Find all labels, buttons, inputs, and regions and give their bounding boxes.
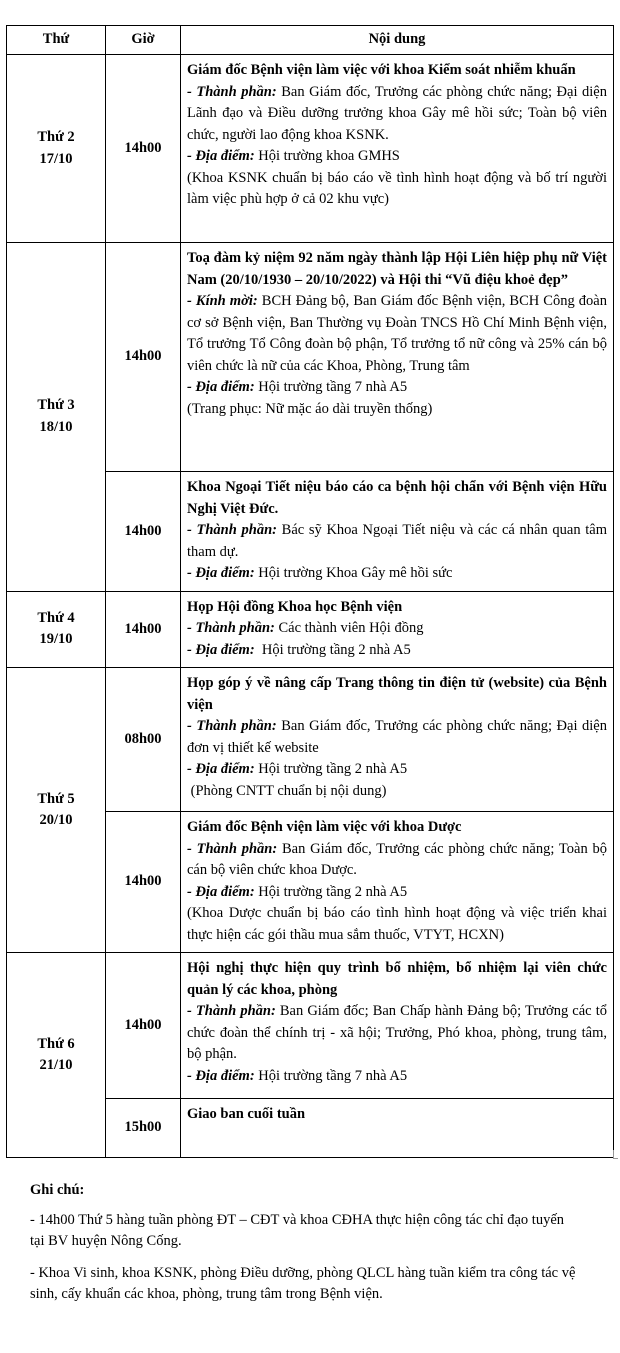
day-name: Thứ 2 — [37, 129, 75, 145]
event-detail-line — [187, 146, 607, 168]
detail-text: Các thành viên Hội đồng — [274, 620, 424, 636]
content-cell — [181, 1099, 614, 1158]
time-cell: 08h00 — [106, 668, 181, 812]
detail-text: (Trang phục: Nữ mặc áo dài truyền thống) — [187, 400, 433, 417]
content-cell — [181, 668, 614, 812]
schedule-row — [7, 243, 614, 472]
day-date: 20/10 — [39, 812, 73, 828]
event-detail-line — [187, 168, 611, 211]
day-cell — [7, 55, 106, 243]
header-content: Nội dung — [181, 26, 614, 55]
day-name: Thứ 3 — [37, 397, 75, 414]
event-title: Khoa Ngoại Tiết niệu báo cáo ca bệnh hội chẩn với Bệnh viện Hữu Nghị Việt Đức. — [187, 479, 607, 517]
event-detail-line — [187, 759, 607, 781]
detail-text: (Khoa Dược chuẩn bị báo cáo tình hình hoạt động và việc triển khai thực hiện các gói thầu mua sắm thuốc, VTYT, HCXN) — [187, 905, 611, 943]
header-row — [7, 26, 614, 55]
schedule-row — [7, 953, 614, 1099]
schedule-table — [6, 25, 614, 1158]
table-end-mark — [613, 1150, 618, 1159]
schedule-row — [7, 668, 614, 812]
schedule-row — [7, 55, 614, 243]
detail-text: Hội trường tầng 2 nhà A5 — [254, 761, 408, 777]
time-cell: 14h00 — [106, 591, 181, 668]
event-detail-line — [187, 377, 607, 399]
day-name: Thứ 6 — [37, 1035, 75, 1052]
day-date: 19/10 — [39, 631, 73, 648]
detail-text: (Khoa KSNK chuẩn bị báo cáo về tình hình hoạt động và bố trí người làm việc phù hợp ở cả 02 khu vực) — [187, 169, 611, 207]
event-detail-line — [187, 399, 607, 421]
detail-text: Hội trường Khoa Gây mê hồi sức — [254, 565, 453, 581]
detail-text: Ban Giám đốc, Trưởng các phòng chức năng; Toàn bộ cán bộ viên chức khoa Dược. — [187, 840, 611, 878]
event-detail-line — [187, 903, 611, 946]
notes-title: Ghi chú: — [30, 1182, 85, 1198]
day-cell — [7, 243, 106, 592]
content-cell — [181, 55, 614, 243]
detail-label: - Địa điểm: — [187, 379, 255, 395]
detail-label: - Địa điểm: — [187, 883, 255, 900]
event-detail-line — [187, 781, 607, 803]
notes-list — [30, 1210, 578, 1306]
detail-text: Hội trường tầng 7 nhà A5 — [254, 1067, 408, 1084]
day-cell — [7, 953, 106, 1158]
event-title: Họp Hội đồng Khoa học Bệnh viện — [187, 598, 403, 615]
day-name: Thứ 5 — [37, 790, 75, 807]
detail-label: - Địa điểm: — [187, 761, 255, 777]
detail-text: Ban Giám đốc, Trưởng các phòng chức năng; Đại diện đơn vị thiết kế website — [187, 718, 611, 756]
detail-text: Ban Giám đốc; Ban Chấp hành Đảng bộ; Trưởng các tổ chức đoàn thể chính trị - xã hội; Trưởng, Phó khoa, phòng, trung tâm, bộ phận. — [187, 1003, 611, 1062]
time-cell: 14h00 — [106, 953, 181, 1099]
detail-text: Bác sỹ Khoa Ngoại Tiết niệu và các cá nhân quan tâm tham dự. — [187, 522, 611, 560]
event-title: Toạ đàm kỷ niệm 92 năm ngày thành lập Hội Liên hiệp phụ nữ Việt Nam (20/10/1930 – 20/10/2022) và Hội thi “Vũ điệu khoẻ đẹp” — [187, 250, 607, 288]
schedule-body — [7, 55, 614, 1158]
day-cell — [7, 591, 106, 668]
detail-label: - Thành phần: — [187, 83, 277, 100]
schedule-row — [7, 591, 614, 668]
time-cell: 14h00 — [106, 243, 181, 472]
detail-text: Hội trường tầng 2 nhà A5 — [254, 883, 408, 900]
day-cell — [7, 668, 106, 953]
content-cell — [181, 953, 614, 1099]
event-title: Giám đốc Bệnh viện làm việc với khoa Dược — [187, 819, 462, 835]
detail-text: Hội trường tầng 2 nhà A5 — [254, 641, 411, 658]
day-name: Thứ 4 — [37, 609, 75, 626]
notes-section — [30, 1180, 578, 1316]
event-detail-line — [187, 839, 611, 882]
detail-text: BCH Đảng bộ, Ban Giám đốc Bệnh viện, BCH Công đoàn cơ sở Bệnh viện, Ban Thường vụ Đoàn TNCS Hồ Chí Minh Bệnh viện, Tổ trưởng Tổ Công đoàn bộ phận, Tổ trưởng tổ nữ công và 25% cán bộ viên chức là nữ của các Khoa, Phòng, Trung tâm — [187, 293, 611, 374]
detail-label: - Địa điểm: — [187, 641, 255, 658]
event-detail-line — [187, 82, 611, 147]
content-cell — [181, 812, 614, 953]
detail-text: Hội trường khoa GMHS — [254, 148, 400, 164]
time-cell: 14h00 — [106, 812, 181, 953]
event-title: Giao ban cuối tuần — [187, 1106, 306, 1122]
detail-label: - Địa điểm: — [187, 1067, 255, 1084]
detail-text: Ban Giám đốc, Trưởng các phòng chức năng; Đại diện Lãnh đạo và Điều dưỡng trưởng khoa Gây mê hồi sức; Toàn bộ viên chức, người lao động khoa KSNK. — [187, 83, 611, 143]
event-detail-line — [187, 716, 611, 759]
header-day: Thứ — [7, 26, 106, 55]
detail-label: - Thành phần: — [187, 840, 278, 857]
note-item: - Khoa Vi sinh, khoa KSNK, phòng Điều dưỡng, phòng QLCL hàng tuần kiểm tra công tác vệ sinh, cấy khuẩn các khoa, phòng, trung tâm trong Bệnh viện. — [30, 1264, 576, 1302]
event-detail-line — [187, 640, 607, 662]
event-title: Hội nghị thực hiện quy trình bổ nhiệm, bổ nhiệm lại viên chức quản lý các khoa, phòng — [187, 960, 607, 998]
time-cell: 14h00 — [106, 472, 181, 592]
event-detail-line — [187, 520, 611, 563]
detail-label: - Địa điểm: — [187, 565, 255, 581]
detail-label: - Kính mời: — [187, 293, 258, 309]
detail-label: - Thành phần: — [187, 718, 277, 734]
event-detail-line — [187, 1066, 607, 1088]
day-date: 18/10 — [39, 418, 73, 435]
detail-label: - Địa điểm: — [187, 148, 255, 164]
detail-label: - Thành phần: — [187, 620, 275, 636]
detail-label: - Thành phần: — [187, 522, 277, 538]
time-cell: 15h00 — [106, 1099, 181, 1158]
event-detail-line — [187, 882, 607, 904]
day-date: 21/10 — [39, 1057, 73, 1073]
event-detail-line — [187, 1001, 611, 1066]
content-cell — [181, 591, 614, 668]
day-date: 17/10 — [39, 150, 73, 167]
event-detail-line — [187, 618, 607, 640]
note-item: - 14h00 Thứ 5 hàng tuần phòng ĐT – CĐT và khoa CĐHA thực hiện công tác chỉ đạo tuyến tại BV huyện Nông Cống. — [30, 1211, 565, 1249]
detail-label: - Thành phần: — [187, 1003, 276, 1019]
detail-text: (Phòng CNTT chuẩn bị nội dung) — [187, 782, 387, 799]
content-cell — [181, 472, 614, 592]
time-cell: 14h00 — [106, 55, 181, 243]
content-cell — [181, 243, 614, 472]
detail-text: Hội trường tầng 7 nhà A5 — [254, 379, 408, 395]
header-time: Giờ — [106, 26, 181, 55]
event-detail-line — [187, 563, 607, 585]
event-title: Họp góp ý về nâng cấp Trang thông tin điện tử (website) của Bệnh viện — [187, 675, 607, 713]
event-title: Giám đốc Bệnh viện làm việc với khoa Kiểm soát nhiễm khuẩn — [187, 62, 576, 78]
event-detail-line — [187, 291, 611, 377]
